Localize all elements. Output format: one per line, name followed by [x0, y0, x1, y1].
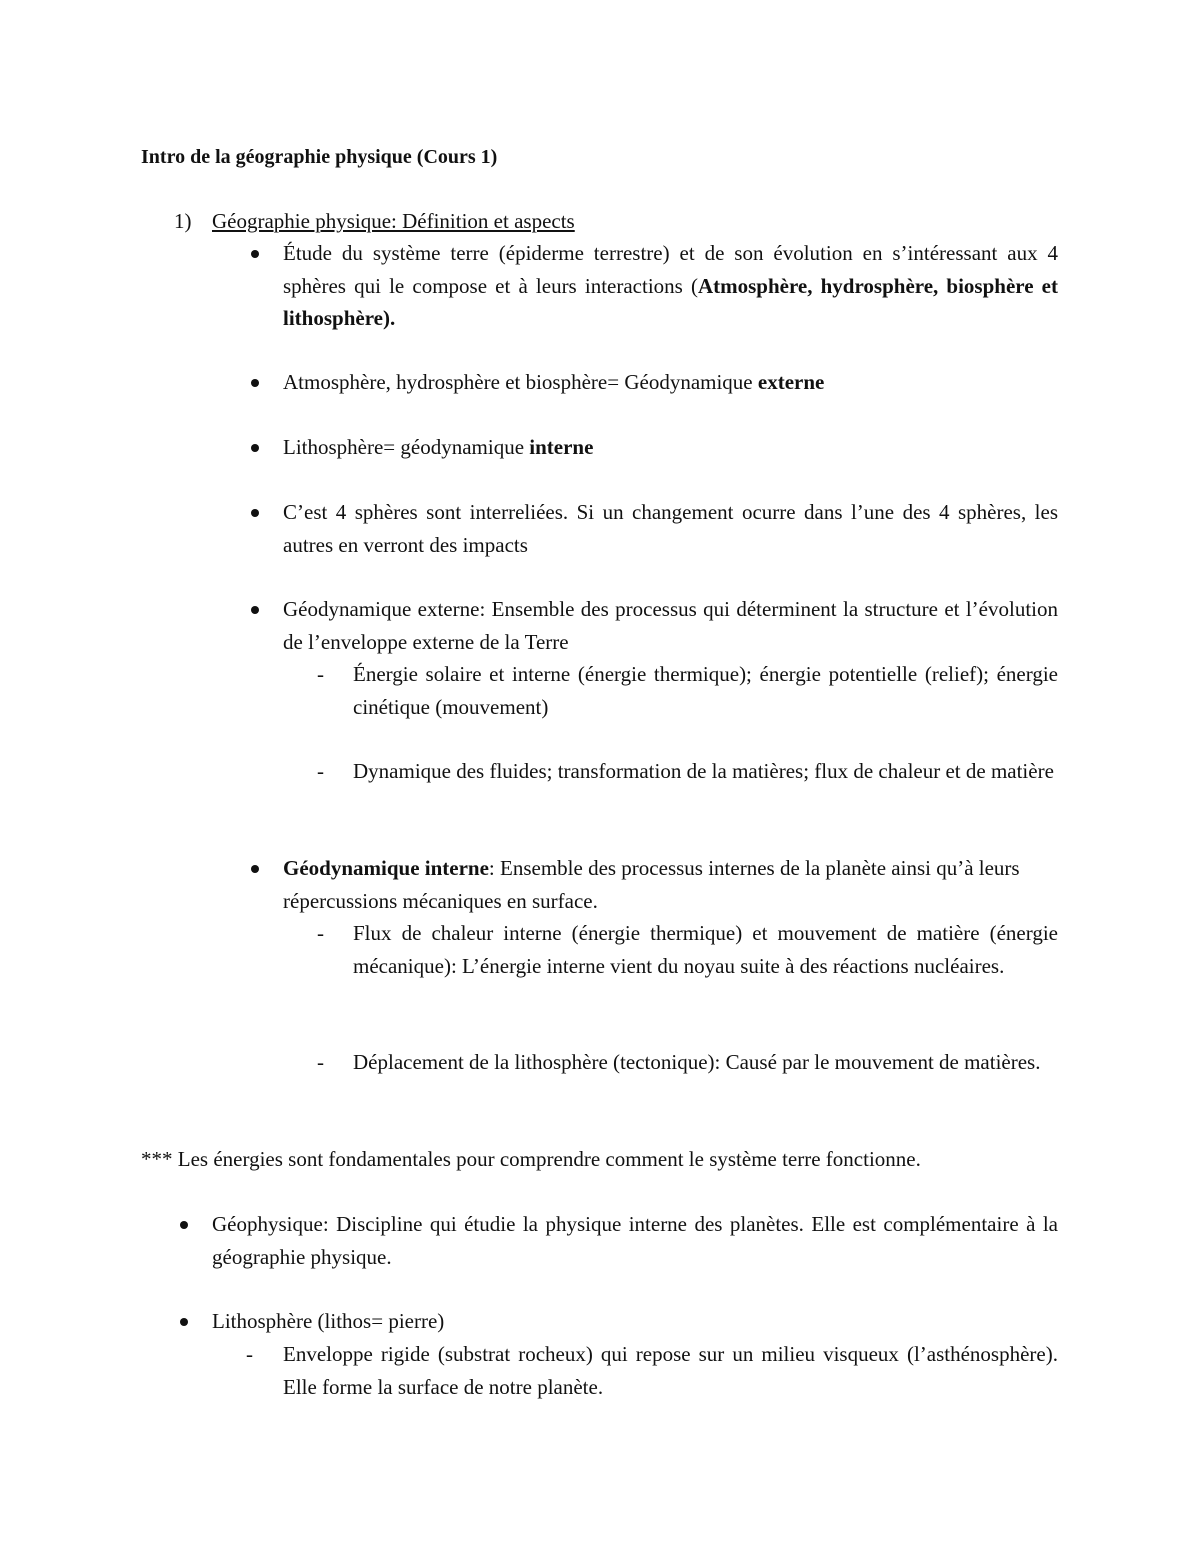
bullet-icon: [180, 1318, 188, 1326]
bullet-lithosphere: Lithosphère (lithos= pierre): [212, 1309, 445, 1333]
bullet-icon: [251, 444, 259, 452]
bullet-internal-geodynamics: Lithosphère= géodynamique interne: [283, 435, 594, 459]
bullet-icon: [251, 250, 259, 258]
subitem-rigid-envelope: Enveloppe rigide (substrat rocheux) qui repose sur un milieu visqueux (l’asthénosphère). Elle forme la surface de notre planète.: [283, 1342, 1058, 1399]
bullet-icon: [251, 865, 259, 873]
bullet-external-geodynamics: Atmosphère, hydrosphère et biosphère= Géodynamique externe: [283, 370, 825, 394]
bullet-external-geodynamics-definition: Géodynamique externe: Ensemble des processus qui déterminent la structure et l’évolution de l’enveloppe externe de la Terre: [283, 597, 1058, 654]
bullet-icon: [251, 379, 259, 387]
bullet-icon: [251, 606, 259, 614]
bullet-icon: [251, 509, 259, 517]
subitem-lithosphere-displacement: Déplacement de la lithosphère (tectonique): Causé par le mouvement de matières.: [353, 1050, 1041, 1074]
bullet-geophysics: Géophysique: Discipline qui étudie la physique interne des planètes. Elle est complémentaire à la géographie physique.: [212, 1212, 1058, 1269]
document-title: Intro de la géographie physique (Cours 1): [141, 146, 498, 168]
dash-marker: -: [317, 662, 324, 686]
subitem-fluid-dynamics: Dynamique des fluides; transformation de la matières; flux de chaleur et de matière: [353, 759, 1054, 783]
bullet-internal-geodynamics-definition: Géodynamique interne: Ensemble des processus internes de la planète ainsi qu’à leurs répercussions mécaniques en surface.: [283, 856, 1020, 913]
section-heading: Géographie physique: Définition et aspects: [212, 209, 575, 233]
subitem-energy-types: Énergie solaire et interne (énergie thermique); énergie potentielle (relief); énergie cinétique (mouvement): [353, 662, 1058, 719]
bullet-icon: [180, 1221, 188, 1229]
section-number: 1): [174, 209, 192, 233]
subitem-internal-heat-flux: Flux de chaleur interne (énergie thermique) et mouvement de matière (énergie mécanique): L’énergie interne vient du noyau suite à des réactions nucléaires.: [353, 921, 1058, 978]
bullet-interrelated-spheres: C’est 4 sphères sont interreliées. Si un changement ocurre dans l’une des 4 sphères, les autres en verront des impacts: [283, 500, 1058, 557]
dash-marker: -: [317, 921, 324, 945]
dash-marker: -: [317, 1050, 324, 1074]
dash-marker: -: [246, 1342, 253, 1366]
energy-note: *** Les énergies sont fondamentales pour comprendre comment le système terre fonctionne.: [141, 1147, 921, 1171]
bullet-study-earth-system: Étude du système terre (épiderme terrestre) et de son évolution en s’intéressant aux 4 sphères qui le compose et à leurs interactions (Atmosphère, hydrosphère, biosphère et lithosphère).: [283, 241, 1058, 330]
dash-marker: -: [317, 759, 324, 783]
